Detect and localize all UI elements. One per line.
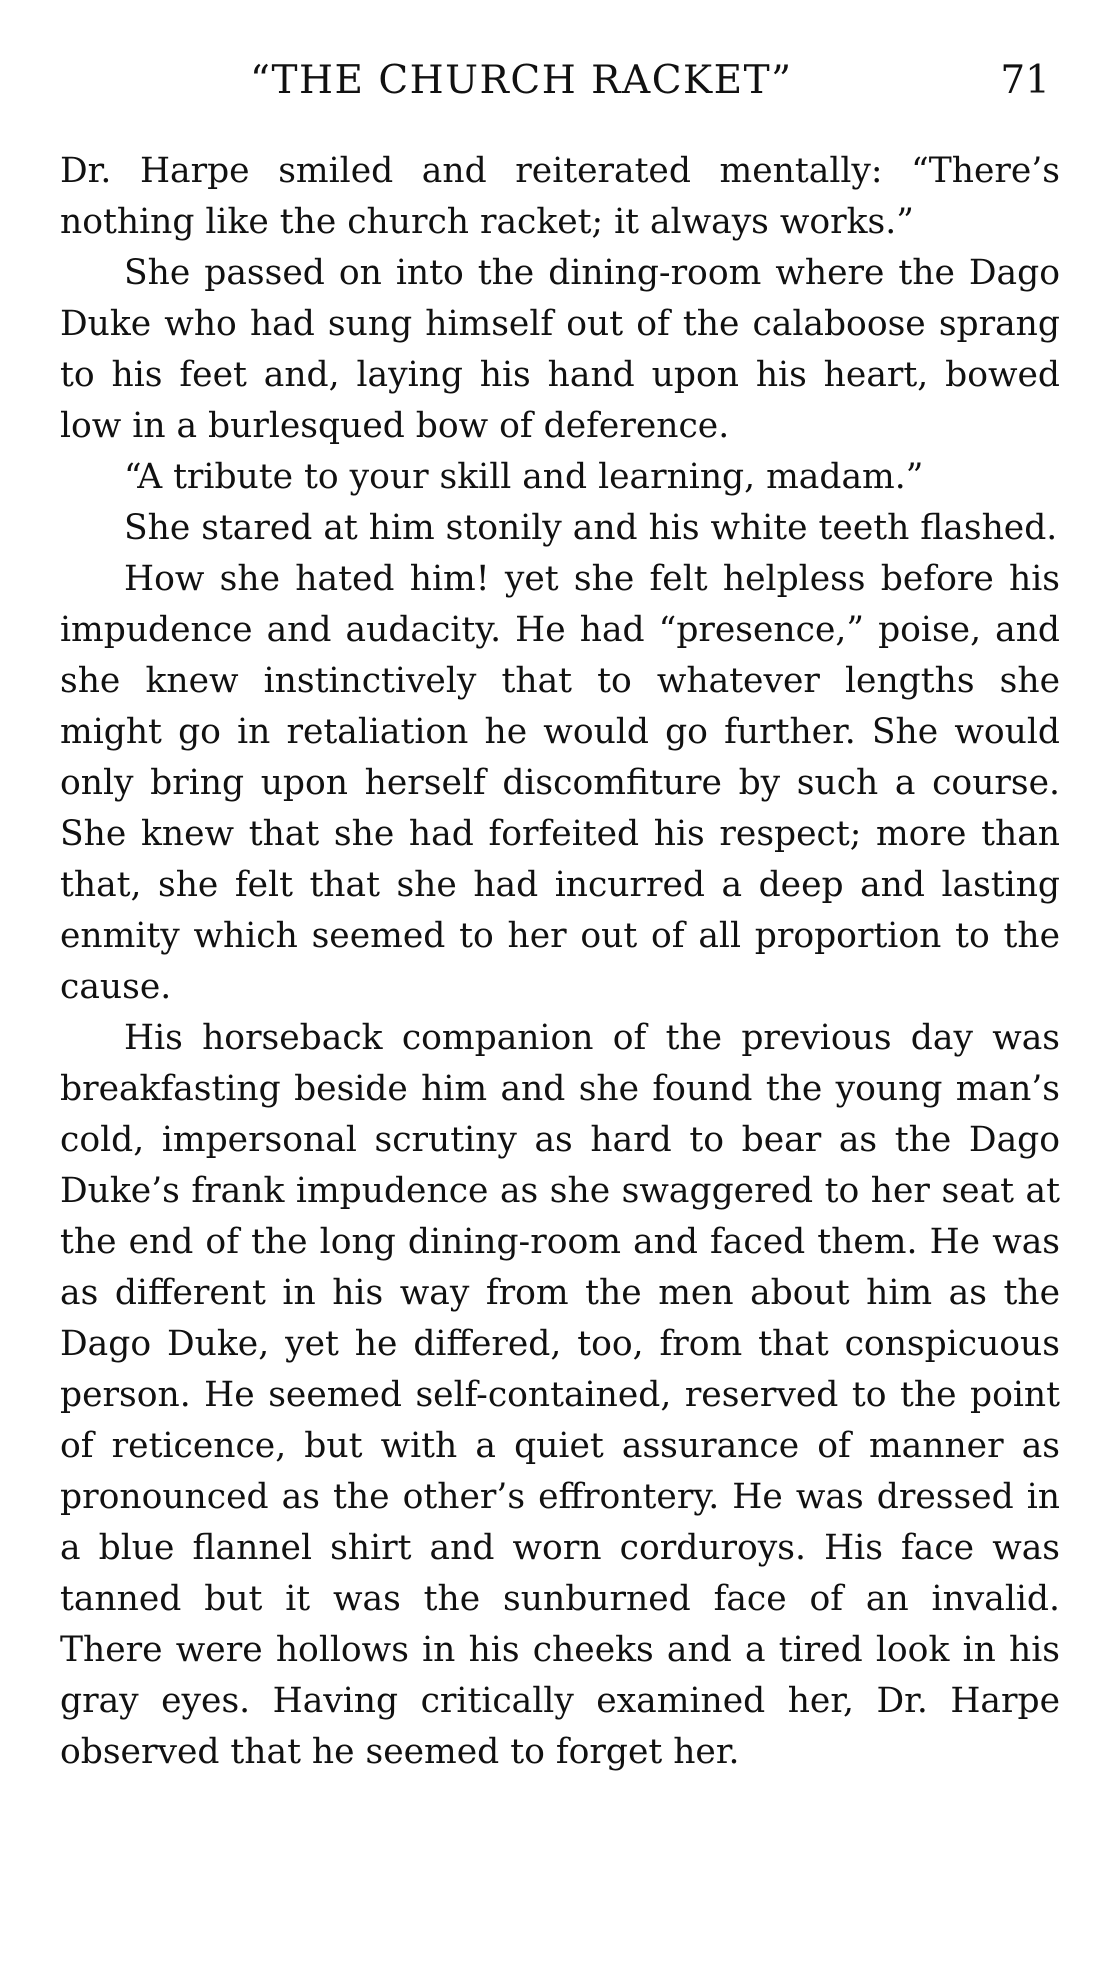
paragraph-1: Dr. Harpe smiled and reiterated mentally: “There’s nothing like the church racket; it always works.” [60,151,1060,242]
paragraph-5: How she hated him! yet she felt helpless before his impudence and audacity. He had “presence,” poise, and she knew instinctively that to whatever lengths she might go in retaliation he would go further. She would only bring upon herself discomfiture by such a course. She knew that she had forfeited his respect; more than that, she felt that she had incurred a deep and lasting enmity which seemed to her out of all proportion to the cause. [60,559,1060,1007]
paragraph-4: She stared at him stonily and his white teeth flashed. [124,508,1058,548]
body-text [60,146,1060,1778]
paragraph-6: His horseback companion of the previous day was breakfasting beside him and she found the young man’s cold, impersonal scrutiny as hard to bear as the Dago Duke’s frank impudence as she swaggered to her seat at the end of the long dining-room and faced them. He was as different in his way from the men about him as the Dago Duke, yet he differed, too, from that conspicuous person. He seemed self-contained, reserved to the point of reticence, but with a quiet assurance of manner as pronounced as the other’s effrontery. He was dressed in a blue flannel shirt and worn corduroys. His face was tanned but it was the sunburned face of an invalid. There were hollows in his cheeks and a tired look in his gray eyes. Having critically examined her, Dr. Harpe observed that he seemed to forget her. [60,1018,1060,1772]
running-title: “THE CHURCH RACKET” [250,58,793,103]
page-number: 71 [1000,58,1050,103]
running-head [60,58,1060,108]
paragraph-3: “A tribute to your skill and learning, madam.” [124,457,924,497]
paragraph-2: She passed on into the dining-room where the Dago Duke who had sung himself out of the calaboose sprang to his feet and, laying his hand upon his heart, bowed low in a burlesqued bow of deference. [60,253,1060,446]
